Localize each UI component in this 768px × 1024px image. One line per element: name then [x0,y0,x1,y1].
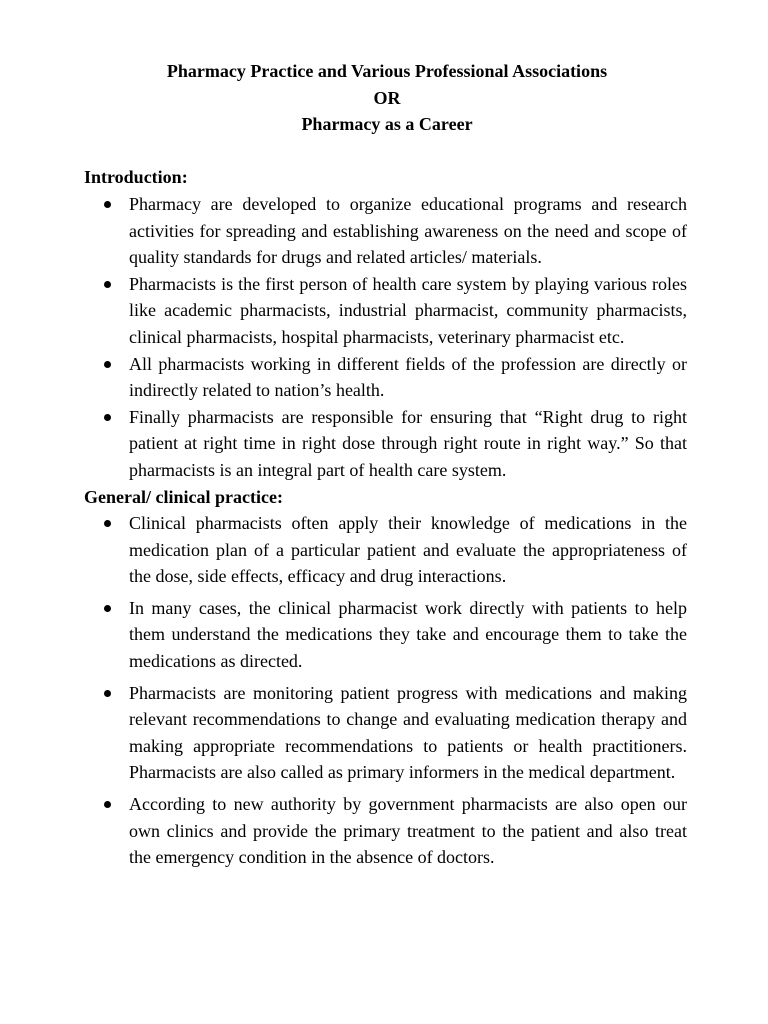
bullet-icon [104,605,111,612]
bullet-icon [104,690,111,697]
list-item [129,191,687,271]
bullet-icon [104,801,111,808]
title-line-sub: Pharmacy as a Career [301,114,473,135]
title-spacer [84,138,687,165]
list-item-text: According to new authority by government pharmacists are also open our own clinics and provide the primary treatment to the patient and also treat the emergency condition in the absence of doctors. [129,794,687,868]
list-item-text: In many cases, the clinical pharmacist work directly with patients to help them understand the medications they take and encourage them to take the medications as directed. [129,597,687,672]
list-item-text: Pharmacy are developed to organize educational programs and research activities for spreading and establishing awareness on the need and scope of quality standards for drugs and related articles/ materials. [129,193,687,268]
bullet-icon [104,201,111,208]
bullet-icon [104,281,111,288]
title-line-main: Pharmacy Practice and Various Professional Associations [166,61,608,81]
list-item-text: All pharmacists working in different fields of the profession are directly or indirectly related to nation’s health. [129,353,687,401]
list-item [129,791,687,871]
introduction-heading: Introduction: [84,167,188,188]
document-title [84,58,687,138]
list-item-text: Pharmacists is the first person of health care system by playing various roles like academic pharmacists, industrial pharmacist, community pharmacists, clinical pharmacists, hospital pharmacists, veterinary pharmacist etc. [129,273,687,347]
list-item-text: Pharmacists are monitoring patient progress with medications and making relevant recommendations to change and evaluating medication therapy and making appropriate recommendations to patients or health practitioners. Pharmacists are also called as primary informers in the medical department. [129,682,687,783]
list-item [129,510,687,590]
list-item-text: Finally pharmacists are responsible for ensuring that “Right drug to right patient at right time in right dose through right route in right way.” So that pharmacists is an integral part of health care system. [129,406,687,480]
list-item [129,271,687,351]
list-item [129,404,687,484]
list-item [129,351,687,404]
introduction-list [84,191,687,484]
list-item [129,680,687,786]
general-practice-list [84,510,687,871]
bullet-icon [104,361,111,368]
list-item [129,595,687,675]
title-line-or: OR [373,87,401,108]
list-item-text: Clinical pharmacists often apply their knowledge of medications in the medication plan of a particular patient and evaluate the appropriateness of the dose, side effects, efficacy and drug interactions. [129,513,687,587]
bullet-icon [104,520,111,527]
general-practice-heading: General/ clinical practice: [84,486,283,507]
bullet-icon [104,414,111,421]
